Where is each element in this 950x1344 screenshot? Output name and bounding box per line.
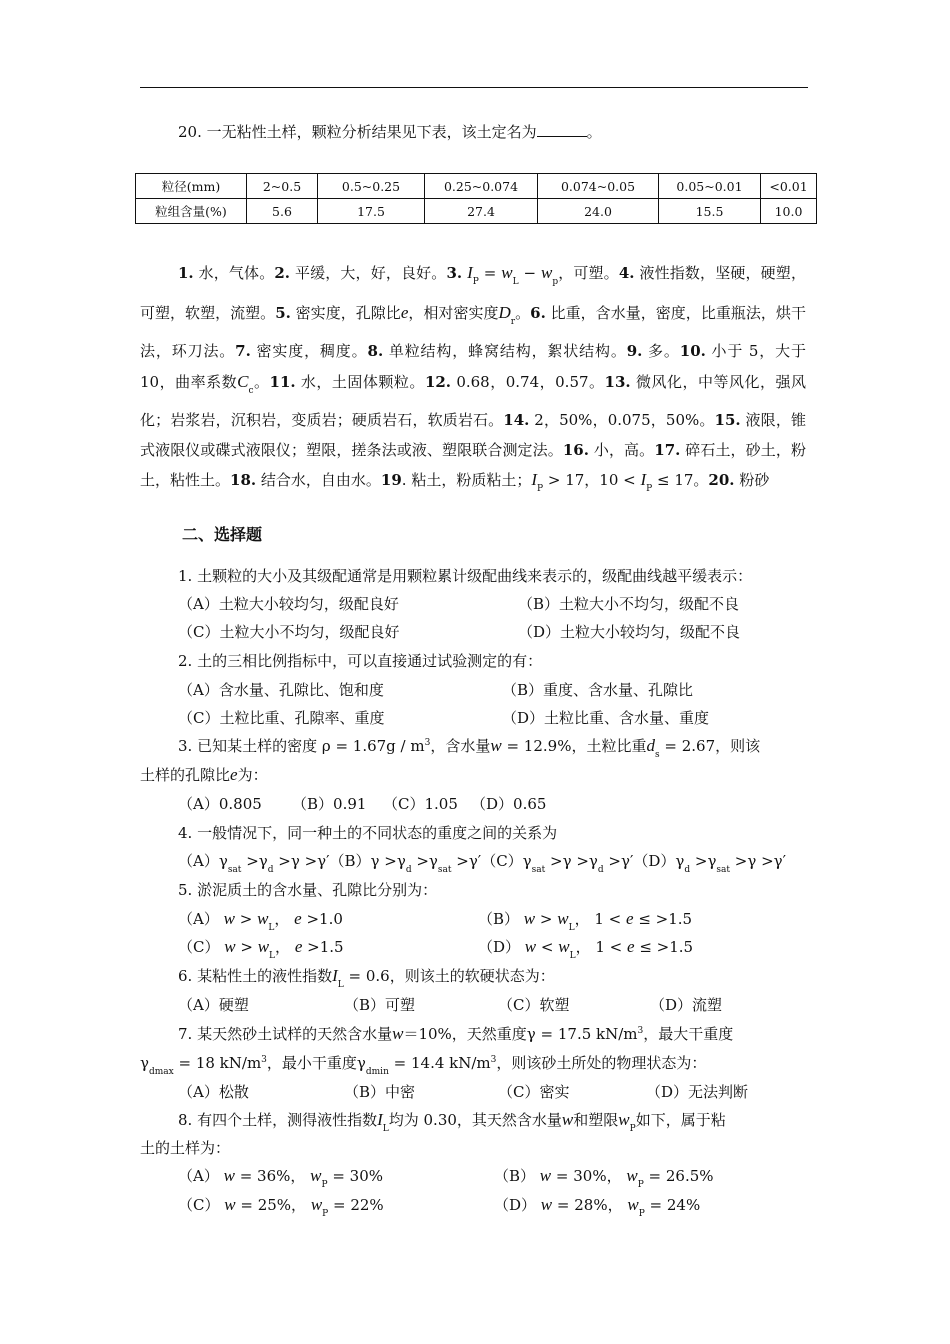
option-b: （B）土粒大小不均匀，级配不良 [518,595,740,613]
table-cell: 24.0 [538,199,659,224]
table-cell: 15.5 [659,199,761,224]
table-cell: 0.5~0.25 [318,174,425,199]
option-c: （C）土粒比重、孔隙率、重度 [178,709,385,727]
option-d: （D）土粒比重、含水量、重度 [502,709,710,727]
option-b: （B） w = 30%， $w_P = 26.5\%$ [494,1166,714,1190]
question-3-line2: 土样的孔隙比e为： [140,765,268,784]
option-b: （B）中密 [344,1083,416,1101]
question-7: 7. 某天然砂土试样的天然含水量w＝10%，天然重度γ = 17.5 $kN/m^3$，最大干重度 [178,1024,734,1043]
question-7-line2: $\gamma_{dmax} = 18$ $kN/m^3$，最小干重度$\gamma_{dmin} = 14.4$ $kN/m^3$，则该砂土所处的物理状态为： [140,1054,707,1077]
option-c: （C）1.05 [383,795,458,813]
table-cell: 17.5 [318,199,425,224]
option-b: （B）重度、含水量、孔隙比 [502,681,694,699]
section-title: 二、选择题 [182,525,263,544]
option-d: （D）0.65 [471,795,547,813]
question-1: 1. 土颗粒的大小及其级配通常是用颗粒累计级配曲线来表示的，级配曲线越平缓表示： [178,567,753,585]
table-cell: <0.01 [761,174,817,199]
option-b: （B） $w > w_L$， 1 < e ≤ >1.5 [478,909,693,933]
question-8-line2: 土的土样为： [140,1139,231,1157]
question-8: 8. 有四个土样，测得液性指数$I_L$均为 0.30，其天然含水量w和塑限$w_P$如下，属于粘 [178,1110,726,1134]
table-cell: 0.074~0.05 [538,174,659,199]
option-d: （D）土粒大小较均匀，级配不良 [518,623,741,641]
option-c: （C） $w > w_L$， e >1.5 [178,937,344,961]
answer-paragraph: 1. 水，气体。2. 平缓，大，好，良好。3. $I_P = w_L - w_p$，可塑。4. 液性指数，坚硬，硬塑，可塑，软塑，流塑。5. 密实度，孔隙比e，相对密实度$D_r$。6. 比重，含水量，密度，比重瓶法，烘干法，环刀法。7. 密实度，稠度。8. 单粒结构，蜂窝结构，絮状结构。9. 多。10. 小于 5，大于 10，曲率系数$C_c$。11. 水，土固体颗粒。12. 0.68，0.74，0.57。13. 微风化，中等风化，强风化；岩浆岩，沉积岩，变质岩；硬质岩石，软质岩石。14. 2，50%，0.075，50%。15. 液限，锥式液限仪或碟式液限仪；塑限，搓条法或液、塑限联合测定法。16. 小，高。17. 碎石土，砂土，粉土，粘性土。18. 结合水，自由水。19. 粘土，粉质粘土；$I_P > 17$，$10 < I_P \le 17$。20. 粉砂 [140,263,806,494]
option-d: （D）无法判断 [646,1083,749,1101]
question-3: 3. 已知某土样的密度 $\rho = 1.67g / m^3$，含水量w = 12.9%，土粒比重$d_s = 2.67$，则该 [178,736,761,760]
table-header-row [136,174,817,199]
table-cell: 粒组含量(%) [136,199,247,224]
question-20-end: 。 [586,123,602,141]
question-4-options: $(A)\gamma_{sat} >\gamma_d >\gamma >\gamma'(B)\gamma >\gamma_d >\gamma_{sat} >\gamma'(C)\gamma_{sat} >\gamma >\gamma_d >\gamma'(D)\gamma_d >\gamma_{sat} >\gamma >\gamma'$ [178,852,787,875]
option-a: （A） $w > w_L$， e >1.0 [178,909,343,933]
question-20 [178,121,602,142]
option-a: （A）土粒大小较均匀，级配良好 [178,595,399,613]
question-6: 6. 某粘性土的液性指数$I_L = 0.6$，则该土的软硬状态为： [178,966,555,990]
table-cell: 10.0 [761,199,817,224]
option-d: （D） w = 28%， $w_P = 24\%$ [494,1195,701,1219]
table-cell: 粒径(mm) [136,174,247,199]
option-d: （D）流塑 [650,996,723,1014]
answer-blank [537,124,587,137]
grain-size-table [135,173,817,224]
table-cell: 5.6 [247,199,318,224]
option-b: （B）可塑 [344,996,416,1014]
table-cell: 0.25~0.074 [425,174,538,199]
option-a: （A）0.805 [178,795,262,813]
header-rule [140,87,808,88]
option-c: （C）软塑 [498,996,570,1014]
table-row [136,199,817,224]
option-a: （A）硬塑 [178,996,249,1014]
question-20-text: 20. 一无粘性土样，颗粒分析结果见下表，该土定名为 [178,123,537,141]
option-b: （B）0.91 [292,795,367,813]
option-a: （A）含水量、孔隙比、饱和度 [178,681,384,699]
option-a: （A）松散 [178,1083,249,1101]
option-a: （A） w = 36%， $w_P = 30\%$ [178,1166,384,1190]
question-4: 4. 一般情况下，同一种土的不同状态的重度之间的关系为 [178,824,558,842]
answer-key [140,258,806,505]
question-5: 5. 淤泥质土的含水量、孔隙比分别为： [178,881,438,899]
table-cell: 2~0.5 [247,174,318,199]
table-cell: 0.05~0.01 [659,174,761,199]
option-d: （D） $w < w_L$， 1 < e ≤ >1.5 [478,937,694,961]
question-2: 2. 土的三相比例指标中，可以直接通过试验测定的有： [178,652,543,670]
option-c: （C）土粒大小不均匀，级配良好 [178,623,400,641]
option-c: （C）密实 [498,1083,570,1101]
option-c: （C） w = 25%， $w_P = 22\%$ [178,1195,384,1219]
table-cell: 27.4 [425,199,538,224]
